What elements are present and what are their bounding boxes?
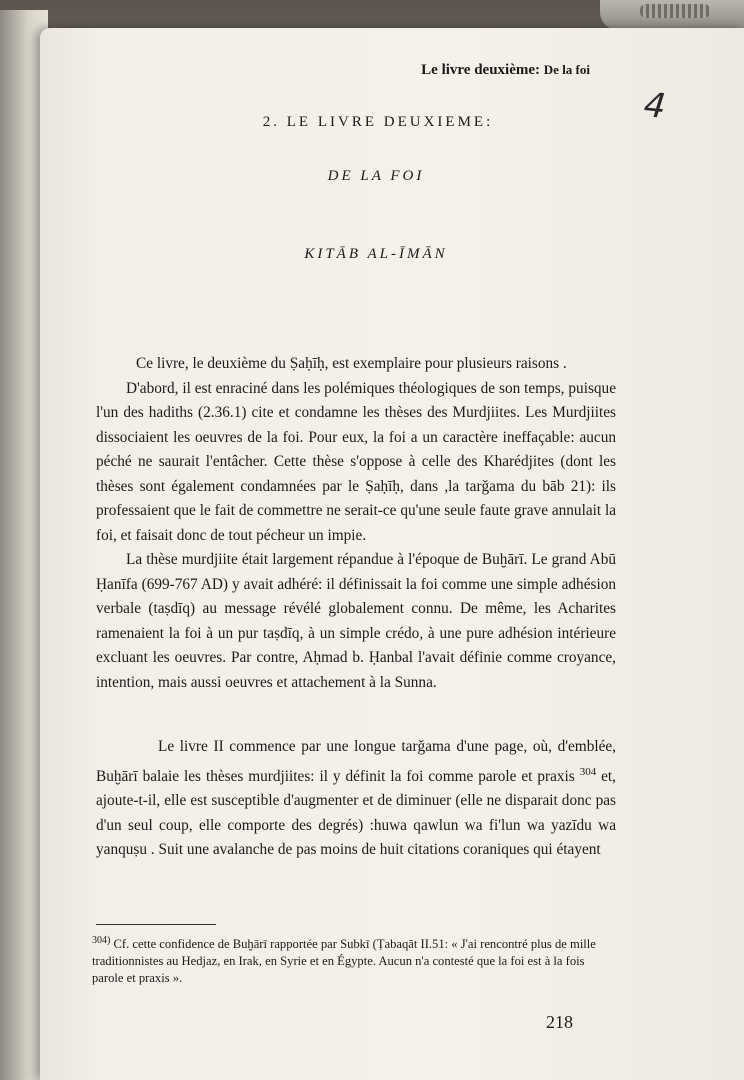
book-page <box>40 28 744 1080</box>
body-text <box>96 352 616 863</box>
paragraph-book-two <box>96 735 616 863</box>
footnote-divider <box>96 924 216 925</box>
running-head-section: De la foi <box>543 62 590 77</box>
paragraph-murdjiite-thesis: La thèse murdjiite était largement répandue à l'époque de Buḫārī. Le grand Abū Ḥanīfa (699-767 AD) y avait adhéré: il définissait la foi comme une simple adhésion verbale (taṣdīq) au message révélé globalement connu. De même, les Acharites ramenaient la foi à un pur taṣdīq, à un simple crédo, à une pure adhésion intérieure excluant les oeuvres. Par contre, Aḥmad b. Ḥanbal l'avait définie comme croyance, intention, mais aussi oeuvres et attachement à la Sunna. <box>96 551 616 691</box>
footnote <box>92 932 618 987</box>
handwritten-page-mark: 4 <box>642 84 669 128</box>
paragraph-book-two-end: et, ajoute-t-il, elle est susceptible d'augmenter et de diminuer (elle ne disparait donc pas d'un seul coup, elle comporte des degrés) :huwa qawlun wa fi'lun wa yazīdu wa yanquṣu . Suit une avalanche de pas moins de huit citations coraniques qui étayent <box>96 767 616 859</box>
chapter-arabic-title: KITĀB AL-ĪMĀN <box>304 246 448 262</box>
page-number: 218 <box>546 1012 573 1032</box>
chapter-title: 2. LE LIVRE DEUXIEME: <box>262 114 494 130</box>
footnote-number: 304) <box>92 935 111 946</box>
paragraph-book-two-start: Le livre II commence par une longue tarǧama d'une page, où, d'emblée, Buḫārī balaie les thèses murdjiites: il y définit la foi comme parole et praxis <box>96 738 616 785</box>
footnote-reference: 304 <box>579 765 597 778</box>
running-head-main: Le livre deuxième: <box>421 62 541 78</box>
paragraph-polemics: D'abord, il est enraciné dans les polémiques théologiques de son temps, puisque l'un des hadiths (2.36.1) cite et condamne les thèses des Murdjiites. Les Murdjiites dissociaient les oeuvres de la foi. Pour eux, la foi a un caractère ineffaçable: aucun péché ne saurait l'entâcher. Cette thèse s'oppose à celle des Kharédjites (dont les thèses sont également condamnées par le Ṣaḥīḥ, dans ,la tarǧama du bāb 21): ils professaient que le fait de commettre ne serait-ce qu'une seule faute grave annulait la foi, et faisait donc de tout pécheur un impie. <box>96 379 616 544</box>
running-head <box>421 62 590 79</box>
device-grip <box>640 4 710 18</box>
paragraph-intro: Ce livre, le deuxième du Ṣaḥīḥ, est exemplaire pour plusieurs raisons . <box>136 355 567 372</box>
chapter-subtitle: DE LA FOI <box>327 168 425 184</box>
footnote-text: Cf. cette confidence de Buḫārī rapportée par Subkī (Ṭabaqāt II.51: « J'ai rencontré plus de mille traditionnistes au Hedjaz, en Irak, en Syrie et en Égypte. Aucun n'a contesté que la foi est à la fois parole et praxis ». <box>92 937 596 986</box>
